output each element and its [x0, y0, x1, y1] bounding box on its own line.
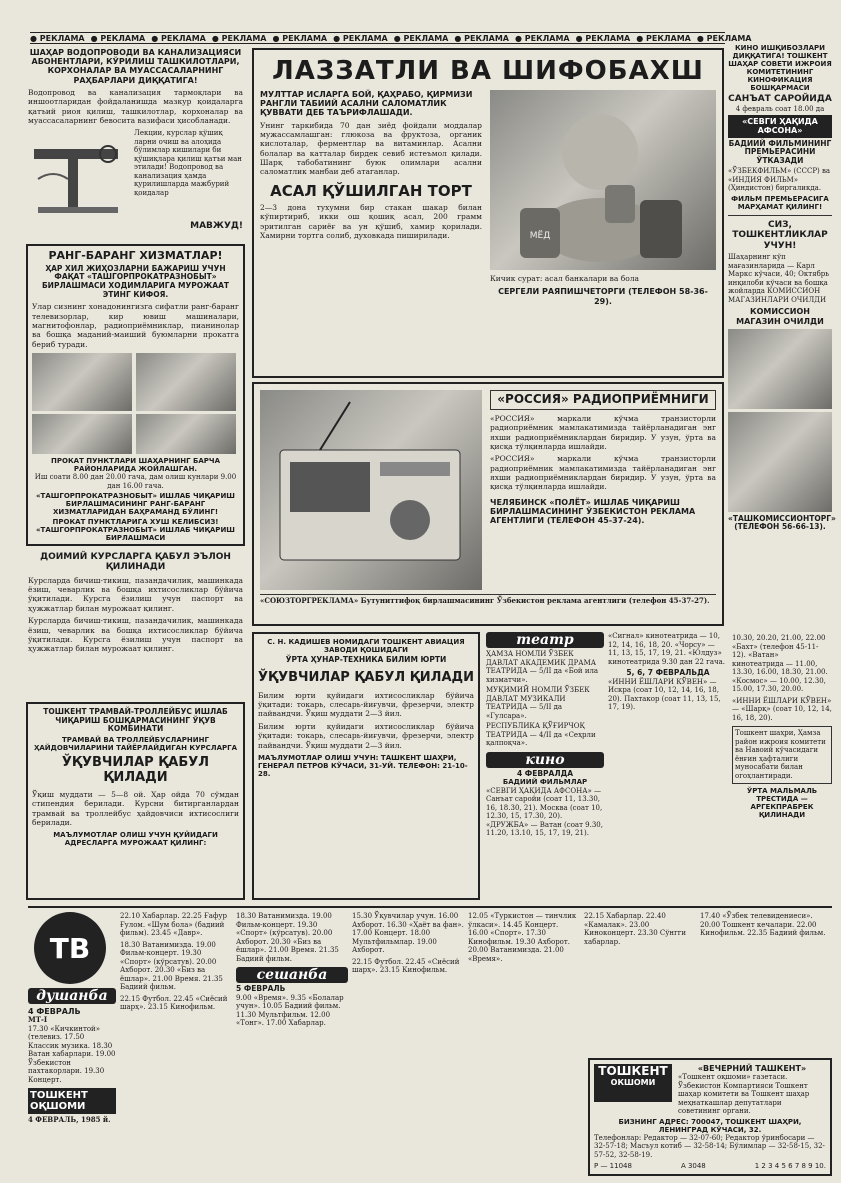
water-notice — [28, 48, 243, 240]
courses-body-2: Курсларда бичиш-тикиш, пазандачилик, машинкада ёзиш, чеварлик ва бошқа ихтисосликлар бўйича ўқитилади. Курсга ёзилиш учун паспорт ва ҳужжатлар билан мурожаат қилинг. — [28, 616, 243, 654]
school-addr: МАЪЛУМОТЛАР ОЛИШ УЧУН: ТАШКЕНТ ШАҲРИ, ГЕНЕРАЛ ПЕТРОВ КЎЧАСИ, 31-УЙ. ТЕЛЕФОН: 21-10-28. — [258, 753, 468, 778]
courses-body: Курсларда бичиш-тикиш, пазандачилик, машинкада ёзиш, чеварлик ва бошқа ихтисосликлар бўйича ўқитилади. Курсга ёзилиш учун паспорт ва ҳужжатлар билан мурожаат қилинг. — [28, 575, 243, 613]
tv-date: 4 ФЕВРАЛЬ — [28, 1007, 81, 1016]
honey-intro: МУЛТТАР ИСЛАРГА БОЙ, ҚАҲРАБО, ҚИРМИЗИ РАНГЛИ ТАБИИЙ АСАЛНИ САЛОМАТЛИК ҚУВВАТИ ДЕБ ТАЪРИФЛАШАДИ. — [260, 90, 473, 118]
water-sign: МАВЖУД! — [190, 221, 243, 232]
banner-word: ● РЕКЛАМА — [90, 33, 146, 43]
cinema-film-body: БАДИИЙ ФИЛЬМИНИНГ ПРЕМЬЕРАСИНИ ЎТКАЗАДИ — [728, 138, 832, 165]
tv-day-tuesday: сешанба — [236, 967, 348, 983]
courses-ad — [28, 552, 243, 697]
teatr-body-3: РЕСПУБЛИКА ҚЎҒИРЧОҚ ТЕАТРИДА — 4/II да «Сеҳрли қалпоқча». — [486, 722, 596, 748]
banner-word: ● РЕКЛАМА — [696, 33, 752, 43]
kino-film2: «ДРУЖБА» — Ватан (соат 9.30, 11.20, 13.10, 15, 17, 19, 21). — [486, 820, 603, 838]
sale-heading: СИЗ, ТОШКЕНТЛИКЛАР УЧУН! — [732, 220, 828, 251]
kino-head1: БАДИИЙ ФИЛЬМЛАР — [502, 778, 588, 787]
commission-heading: КОМИССИОН МАГАЗИН ОЧИЛДИ — [736, 307, 824, 326]
rightkino-sign: ЎРТА МАЛЬМАЛЬ ТРЕСТИДА — АРГЕКПРАБРЕК ҚИЛИНАДИ — [746, 786, 818, 819]
rightkino-text: 10.30, 20.20, 21.00, 22.00 «Бахт» (телефон 45-11-12). «Ватан» кинотеатрида — 11.00, 13.30, 16.00, 18.30, 21.00. «Космос» — 10.00, 12.30, 15.00, 17.30, 20.00. — [732, 634, 828, 694]
honey-sub-body: 2—3 дона тухумни бир стакан шакар билан кўпиртириб, икки ош қошиқ асал, 200 грамм эритилган сариёғ ва ун қўшиб, хамир қорилади. Хамирни тортга солиб, духовкада пиширилади. — [260, 203, 482, 241]
imprint-sub: «Тошкент оқшоми» газетаси. Ўзбекистон Компартияси Тошкент шаҳар комитети ва Тошкент шаҳар меҳнаткашлар депутатлари советининг органи. — [678, 1073, 810, 1116]
radio-photo — [260, 390, 482, 590]
kino-cols: «Сигнал» кинотеатрида — 10, 12, 14, 16, 18, 20. «Чорсу» — 11, 13, 15, 17, 19, 21. «Юлдуз» кинотеатрида 9.30 дан 22 гача. — [608, 632, 726, 666]
trolley-addr: МАЪЛУМОТЛАР ОЛИШ УЧУН ҚУЙИДАГИ АДРЕСЛАРГА МУРОЖААТ ҚИЛИНГ: — [53, 831, 218, 848]
pipe-illustration — [28, 129, 128, 221]
prokat-sub: ҲАР ХИЛ ЖИҲОЗЛАРНИ БАЖАРИШ УЧУН ФАҚАТ «ТАШГОРПРОКАТРАЗНОБЫТ» БИРЛАШМАСИ ХОДИМЛАРИГА МУРОЖААТ ЭТИНГ КИФОЯ. — [41, 263, 230, 299]
banner-word: ● РЕКЛАМА — [454, 33, 509, 43]
rightkino-notice: Тошкент шаҳри, Ҳамза район ижроия комитети ва Навоий кўчасидаги ёнғин ҳафталиги муносабати билан огоҳлантиради. — [732, 726, 832, 783]
right-column — [728, 44, 836, 634]
radio-heading: «РОССИЯ» РАДИОПРИЁМНИГИ — [490, 390, 716, 410]
banner-word: ● РЕКЛАМА — [30, 33, 85, 43]
kino-film3: «ИННИ ЁШЛАРИ КЎВЕН» — Искра (соат 10, 12, 14, 16, 18, 20). Пахтакор (соат 11, 13, 15, 17, 19). — [608, 677, 721, 712]
tv-col-7 — [700, 912, 832, 1002]
banner-word: ● РЕКЛАМА — [272, 33, 328, 43]
cinema-org: «ЎЗБЕКФИЛЬМ» (СССР) ва «ИНДИЯ ФИЛЬМ» (Ҳиндистон) биргаликда. — [728, 167, 831, 193]
banner-word: ● РЕКЛАМА — [211, 33, 267, 43]
tv-prog-5: 9.00 «Время». 9.35 «Болалар учун». 10.05 Бадиий фильм. 11.30 Мультфильм. 12.00 «Тонг». 17.00 Хабарлар. — [236, 993, 344, 1028]
honey-caption: Кичик сурат: асал банкалари ва бола — [490, 274, 639, 283]
kino-day1: 4 ФЕВРАЛДА — [516, 768, 574, 778]
imprint-index: Р — 11048 — [594, 1161, 632, 1170]
banner-word: ● РЕКЛАМА — [333, 33, 388, 43]
rightkino-text2: «ИННИ ЁШЛАРИ КЎВЕН» — «Шарқ» (соат 10, 12, 14, 16, 18, 20). — [732, 696, 832, 722]
prokat-body: Улар сизнинг хонадонингизга сифатли ранг-баранг телевизорлар, кир ювиш машиналари, магнитофонлар, радиоприёмниклар, пианинолар ва бошқа маданий-маиший буюмларни прокатга бериб туради. — [32, 302, 239, 349]
tv-channel: МТ-І — [28, 1015, 48, 1025]
banner-word: ● РЕКЛАМА — [515, 33, 570, 43]
banner-word: ● РЕКЛАМА — [636, 33, 691, 43]
tv-prog-8: 22.15 Хабарлар. 22.40 «Камалак». 23.00 Киноконцерт. 23.30 Сўнгги хабарлар. — [584, 912, 687, 946]
tv-prog-3: 18.30 Ватанимизда. 19.00 Фильм-концерт. 19.30 «Спорт» (кўрсатув). 20.00 Ахборот. 20.30 «Биз ва ёшлар». 21.00 Время. 21.35 Бадиий фильм. — [120, 940, 223, 992]
jar-label: МЁД — [529, 231, 551, 241]
prokat-caption: ПРОКАТ ПУНКТЛАРИ ШАҲАРНИНГ БАРЧА РАЙОНЛАРИДА ЖОЙЛАШГАН. — [51, 457, 220, 474]
building-photo — [728, 412, 832, 512]
school-sub: ЎРТА ҲУНАР-ТЕХНИКА БИЛИМ ЮРТИ — [285, 655, 447, 665]
school-body: Билим юрти қуйидаги ихтисосликлар бўйича ўқитади: токарь, слесарь-йиғувчи, фрезерчи, электр пайвандчи. Ўқиш муддати 2—3 йил. — [258, 690, 474, 719]
sale-body: Шаҳарнинг кўп мағазинларида — Карл Маркс кўчаси, 40; Октябрь инқилоби кўчаси ва бошқа жойларда КОМИССИОН МАГАЗИНЛАРИ ОЧИЛДИ — [728, 253, 830, 304]
school-ad — [252, 632, 480, 900]
cinema-invite: ФИЛЬМ ПРЕМЬЕРАСИГА МАРҲАМАТ ҚИЛИНГ! — [731, 195, 829, 212]
kino-film1: «СЕВГИ ҲАҚИДА АФСОНА» — Санъат саройи (соат 11, 13.30, 16, 18.30, 21). Москва (соат 10, 12.30, 15, 17.30, 20). — [486, 786, 603, 821]
water-heading: ШАҲАР ВОДОПРОВОДИ ВА КАНАЛИЗАЦИЯСИ АБОНЕНТЛАРИ, КЎРИЛИШ ТАШКИЛОТЛАРИ, КОРХОНАЛАР ВА МУАССАСАЛАРНИНГ РАҲБАРЛАРИ ДИҚҚАТИГА! — [29, 48, 242, 85]
kino-listing — [608, 632, 728, 900]
tv-prog-4: 22.15 Футбол. 22.45 «Сиёсий шарҳ». 23.15 Кинофильм. — [120, 994, 228, 1012]
courses-heading: ДОИМИЙ КУРСЛАРГА ҚАБУЛ ЭЪЛОН ҚИЛИНАДИ — [40, 552, 231, 573]
cinema-film: «СЕВГИ ҲАҚИДА АФСОНА» — [728, 115, 832, 137]
school-big: ЎҚУВЧИЛАР ҚАБУЛ ҚИЛАДИ — [258, 669, 474, 685]
honey-sub: АСАЛ ҚЎШИЛГАН ТОРТ — [270, 181, 472, 200]
tv-col-4 — [352, 912, 464, 1174]
radio-body-2: «РОССИЯ» маркали кўчма транзисторли радиоприёмник мамлакатимизда тайёрланадиган энг яхши радиоприёмниклардан биридир. У узун, ўрта ва қисқа тўлқинларда ишлайди. — [490, 454, 716, 492]
trolley-big: ЎҚУВЧИЛАР ҚАБУЛ ҚИЛАДИ — [61, 754, 210, 785]
tv-day-monday: душанба — [28, 988, 116, 1004]
school-body-2: Билим юрти қуйидаги ихтисосликлар бўйича ўқитади: токарь, слесарь-йиғувчи, фрезерчи, электр пайвандчи. Ўқиш муддати 2—3 йил. — [258, 721, 474, 750]
teatr-body: ҲАМЗА НОМЛИ ЎЗБЕК ДАВЛАТ АКАДЕМИК ДРАМА ТЕАТРИДА — 5/II да «Бой ила хизматчи». — [486, 650, 599, 684]
honey-ad — [252, 48, 724, 378]
school-heading: С. Н. КАДИШЕВ НОМИДАГИ ТОШКЕНТ АВИАЦИЯ ЗАВОДИ ҚОШИДАГИ — [267, 638, 465, 655]
trolley-sub: ТРАМВАЙ ВА ТРОЛЛЕЙБУСЛАРНИНГ ҲАЙДОВЧИЛАРИНИ ТАЙЁРЛАЙДИГАН КУРСЛАРГА — [33, 735, 238, 752]
tv-logo-column — [28, 912, 116, 1174]
imprint-box — [588, 1058, 832, 1176]
tv-prog-1: 17.30 «Кичкинтой» (телевиз. 17.50 Классик музика. 18.30 Ватан хабарлари. 19.00 Ўзбекистон пахтакорлари. 19.30 Концерт. — [28, 1024, 116, 1084]
trolley-ad — [26, 702, 245, 900]
banner-word: ● РЕКЛАМА — [393, 33, 449, 43]
teatr-body-2: МУҚИМИЙ НОМЛИ ЎЗБЕК ДАВЛАТ МУЗИКАЛИ ТЕАТРИДА — 5/II да «Гулсара». — [486, 686, 590, 720]
tv-prog-9: 17.40 «Ўзбек телевидениеси». 20.00 Тошкент кечалари. 22.00 Кинофильм. 22.35 Бадиий фильм. — [700, 912, 826, 938]
trolley-heading: ТОШКЕНТ ТРАМВАЙ-ТРОЛЛЕЙБУС ИШЛАБ ЧИҚАРИШ БОШҚАРМАСИНИНГ ЎҚУВ КОМБИНАТИ — [43, 707, 228, 734]
honey-body: Унинг таркибида 70 дан зиёд фойдали моддалар мужассамлашган: глюкоза ва фруктоза, органик кислоталар, ферментлар ва витаминлар. Асални болалар ва катталар бирдек севиб истеъмол қилади. Шарқ табобатининг буюк олимлари асални саломатлик манбаи деб атаганлар. — [260, 120, 482, 177]
imprint-title: «ВЕЧЕРНИЙ ТАШКЕНТ» — [697, 1064, 807, 1073]
tv-prog-6: 15.30 Ўқувчилар учун. 16.00 Ахборот. 16.30 «Ҳаёт ва фан». 17.00 Концерт. 18.00 Мультфильмлар. 19.00 Ахборот. — [352, 912, 464, 955]
kino-day2: 5, 6, 7 ФЕВРАЛЬДА — [626, 668, 710, 678]
prokat-footer: ПРОКАТ ПУНКТЛАРИГА ХУШ КЕЛИБСИЗ! «ТАШГОРПРОКАТРАЗНОБЫТ» ИШЛАБ ЧИҚАРИШ БИРЛАШМАСИ — [36, 518, 235, 543]
right-kino — [732, 634, 832, 900]
imprint-nums: 1 2 3 4 5 6 7 8 9 10. — [754, 1161, 826, 1170]
tv-prog-2: 22.10 Хабарлар. 22.25 Ғафур Ғулом. «Шум бола» (бадиий фильм). 23.45 «Давр». — [120, 912, 227, 938]
prokat-hours: Иш соати 8.00 дан 20.00 гача, дам олиш кунлари 9.00 дан 16.00 гача. — [34, 473, 237, 490]
radio-body: «РОССИЯ» маркали кўчма транзисторли радиоприёмник мамлакатимизда тайёрланадиган энг яхши радиоприёмниклардан биридир. У узун, ўрта ва қисқа тўлқинларда ишлайди. — [490, 413, 716, 451]
imprint-addr: БИЗНИНГ АДРЕС: 700047, ТОШКЕНТ ШАҲРИ, ЛЕНИНГРАД КЎЧАСИ, 32. — [618, 1117, 802, 1134]
honey-title: ЛАЗЗАТЛИ ВА ШИФОБАХШ — [272, 56, 704, 86]
prokat-bottom: «ТАШГОРПРОКАТРАЗНОБЫТ» ИШЛАБ ЧИҚАРИШ БИРЛАШМАСИНИНГ РАНГ-БАРАНГ ХИЗМАТЛАРИДАН БАҲРАМАНД БЎЛИНГ! — [36, 492, 235, 517]
theatre-listing — [486, 632, 604, 900]
masthead-date: 4 ФЕВРАЛЬ, 1985 й. — [28, 1115, 111, 1125]
appliance-photos — [32, 353, 239, 411]
reklama-banner — [30, 32, 752, 44]
honey-author: СЕРГЕЛИ РАЯПИШЧЕТОРГИ (ТЕЛЕФОН 58-36-29). — [498, 287, 708, 306]
tv-date-2: 5 ФЕВРАЛЬ — [236, 984, 286, 994]
imprint-logo: ТОШКЕНТ — [598, 1064, 668, 1078]
tv-prog-4b: 22.15 Футбол. 22.45 «Сиёсий шарҳ». 23.15 Кинофильм. — [352, 957, 460, 975]
tv-col-6 — [584, 912, 696, 1052]
honey-photo — [490, 90, 716, 270]
prokat-ad — [26, 244, 245, 546]
tv-logo: ТВ — [34, 912, 106, 984]
radio-footer: «СОЮЗТОРГРЕКЛАМА» Бутуниттифоқ бирлашмасининг Ўзбекистон реклама агентлиги (телефон 45-37-27). — [260, 594, 716, 606]
prokat-heading: РАНГ-БАРАНГ ХИЗМАТЛАР! — [48, 249, 223, 262]
camera-photo — [728, 329, 832, 409]
tv-prog-7: 12.05 «Туркистон — тинчлик ўлкаси». 14.45 Концерт. 16.00 «Спорт». 17.30 Кинофильм. 19.30 Ахборот. 20.00 Ватанимизда. 21.00 «Время». — [468, 912, 577, 963]
imprint-logo-sub: ОКШОМИ — [610, 1078, 656, 1087]
torg-contact: «ТАШКОМИССИОНТОРГ» (ТЕЛЕФОН 56-66-13). — [728, 513, 836, 532]
tv-col-3 — [236, 912, 348, 1174]
tv-col-2 — [120, 912, 232, 1174]
radio-ad — [252, 382, 724, 626]
tv-col-5 — [468, 912, 580, 1174]
cinema-top: КИНО ИШҚИБОЗЛАРИ ДИҚҚАТИГА! ТОШКЕНТ ШАҲАР СОВЕТИ ИЖРОИЯ КОМИТЕТИНИНГ КИНОФИКАЦИЯ БОШҚАРМАСИ — [728, 44, 832, 93]
imprint-tirazh: А 3048 — [680, 1161, 706, 1170]
kino-label: кино — [486, 752, 604, 768]
imprint-phones: Телефонлар: Редактор — 32-07-60; Редактор ўринбосари — 32-57-18; Масъул котиб — 32-58-14; Бўлимлар — 32-58-15, 32-57-52, 32-58-19. — [594, 1133, 825, 1159]
banner-word: ● РЕКЛАМА — [151, 33, 206, 43]
teatr-label: театр — [486, 632, 604, 648]
radio-extra: ЧЕЛЯБИНСК «ПОЛЁТ» ИШЛАБ ЧИҚАРИШ БИРЛАШМАСИНИНГ ЎЗБЕКИСТОН РЕКЛАМА АГЕНТЛИГИ (ТЕЛЕФОН 45-37-24). — [490, 497, 696, 526]
water-body: Водопровод ва канализация тармоқлари ва иншоотларидан фойдаланишда мазкур қоидаларга қатъий риоя қилиш, ташкилотлар, корхоналар ва муассасаларнинг бевосита вазифаси ҳисобланади. — [28, 87, 243, 125]
banner-word: ● РЕКЛАМА — [575, 33, 631, 43]
tv-prog-3b: 18.30 Ватанимизда. 19.00 Фильм-концерт. 19.30 «Спорт» (кўрсатув). 20.00 Ахборот. 20.30 «Биз ва ёшлар». 21.00 Время. 21.35 Бадиий фильм. — [236, 912, 339, 963]
cinema-date: 4 февраль соат 18.00 да — [735, 104, 825, 113]
masthead-small: ТОШКЕНТ ОҚШОМИ — [28, 1088, 116, 1114]
cinema-venue: САНЪАТ САРОЙИДА — [728, 94, 832, 105]
trolley-body: Ўқиш муддати — 5—8 ой. Ҳар ойда 70 сўмдан стипендия берилади. Курсни битирганлардан трамвай ва троллейбус ҳайдовчиси ихтисослиги берилади. — [32, 789, 239, 827]
water-side-text: Лекции, курслар қўшиқ ларни очиш ва алоҳида бўлимлар кишилари би қўшиқлара қилиш қатъи ман этилади! Водопровод ва канализация ҳамда қурилишларда мажбурий қоидалар — [134, 129, 242, 197]
